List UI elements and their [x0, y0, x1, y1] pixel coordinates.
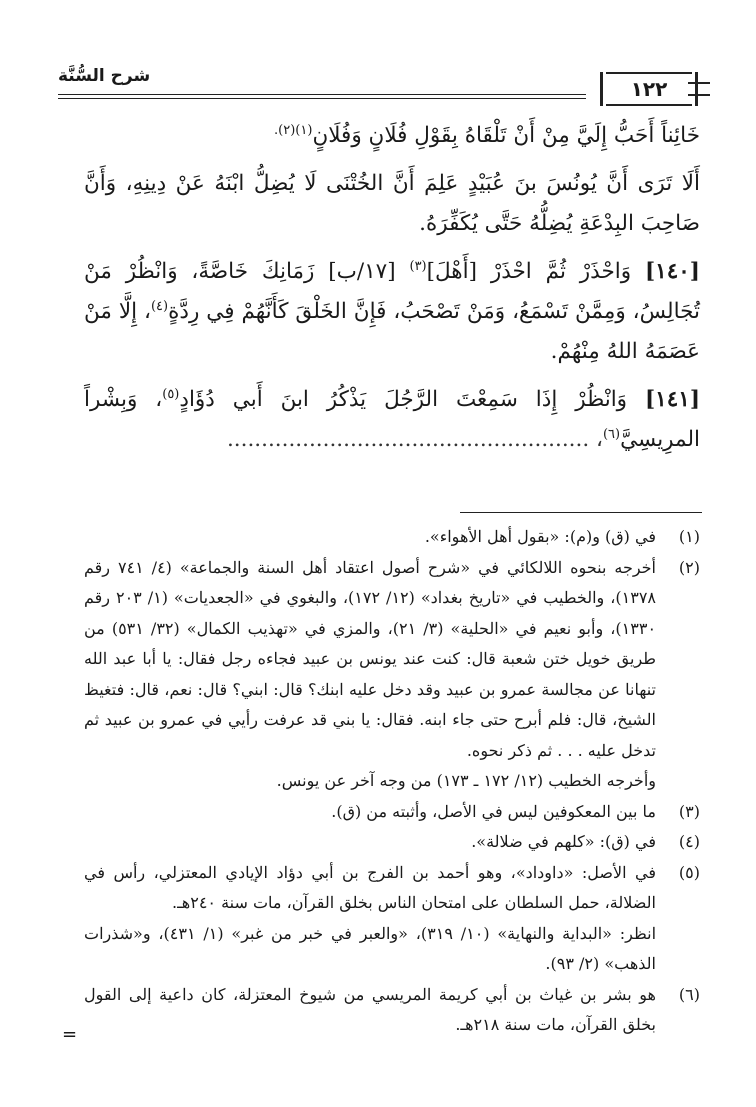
footnote-2 [84, 553, 700, 797]
footnote-ref-6: (٦) [602, 426, 621, 442]
footnote-text: أخرجه بنحوه اللالكائي في «شرح أصول اعتقاد أهل السنة والجماعة» (٤/ ٧٤١ رقم ١٣٧٨)، والخطيب في «تاريخ بغداد» (١٢/ ١٧٢)، والبغوي في «الجعديات» (١/ ٢٠٣ رقم ١٣٣٠)، وأبو نعيم في «الحلية» (٣/ ٢١)، والمزي في «تهذيب الكمال» (٣٢/ ٥٣١) من طريق خويل ختن شعبة قال: كنت عند يونس بن عبيد فجاءه رجل فقال: يا أبا عبد الله تنهانا عن مجالسة عمرو بن عبيد وقد دخل عليه ابنك؟ قال: ابني؟ قال: نعم، قال: فتغيظ الشيخ، قال: فلم أبرح حتى جاء ابنه. فقال: يا بني قد عرفت رأيي في عمرو بن عبيد ثم تدخل عليه . . . ثم ذكر نحوه. [84, 557, 657, 760]
footnote-text-extra: وأخرجه الخطيب (١٢/ ١٧٢ ـ ١٧٣) من وجه آخر عن يونس. [276, 771, 656, 790]
paragraph-141 [84, 380, 700, 460]
page-number-box [606, 72, 692, 106]
paragraph-140-text-3: ، إِلَّا مَنْ عَصَمَهُ اللهُ مِنْهُمْ. [84, 299, 700, 364]
paragraph-1-text: خَائِناً أَحَبُّ إِلَيَّ مِنْ أَنْ تَلْقَاهُ بِقَوْلِ فُلَانٍ وَفُلَانٍ [312, 123, 700, 148]
book-title: شرح السُّنَّة [58, 66, 151, 86]
header-ornament [688, 82, 710, 96]
footnote-number: (٥) [678, 862, 700, 882]
footnote-ref-4: (٤) [150, 298, 169, 314]
continuation-dots: ، ..................................................... [226, 427, 603, 452]
footnotes [84, 522, 700, 1041]
footnote-3 [84, 797, 700, 828]
footnote-text: ما بين المعكوفين ليس في الأصل، وأثبته من (ق). [331, 801, 656, 821]
footnote-number: (٤) [678, 832, 700, 851]
paragraph-140-text-2: [١٧/ب] زَمَانِكَ خَاصَّةً، وَانْظُرْ مَنْ تُجَالِسُ، وَمِمَّنْ تَسْمَعُ، وَمَنْ تَصْحَبُ، فَإِنَّ الخَلْقَ كَأَنَّهُمْ فِي رِدَّةٍ [84, 259, 700, 324]
paragraph-number-140: [١٤٠] [644, 259, 700, 284]
footnote-text: في (ق) و(م): «بقول أهل الأهواء». [424, 527, 656, 546]
footnote-4 [84, 827, 700, 858]
margin-mark: = [62, 1024, 78, 1045]
footnote-text: هو بشر بن غياث بن أبي كريمة المريسي من شيوخ المعتزلة، كان داعية إلى القول بخلق القرآن، مات سنة ٢١٨هـ. [84, 984, 656, 1034]
footnote-6 [84, 980, 700, 1041]
header-rule [58, 94, 586, 95]
footnote-ref-1-2: (١)(٢). [274, 122, 313, 138]
footnote-text-extra: انظر: «البداية والنهاية» (١٠/ ٣١٩)، «والعبر في خبر من غبر» (١/ ٤٣١)، و«شذرات الذهب» (٢/ ٩٣). [84, 923, 657, 973]
header-rule-secondary [58, 98, 586, 99]
paragraph-140-text-1: وَاحْذَرْ ثُمَّ احْذَرْ [أَهْلَ] [426, 259, 632, 284]
paragraph-2-text: أَلَا تَرَى أَنَّ يُونُسَ بنَ عُبَيْدٍ عَلِمَ أَنَّ الخُتْنَى لَا يُضِلُّ ابْنَهُ عَنْ دِينِهِ، وَأَنَّ صَاحِبَ البِدْعَةِ يُضِلُّهُ حَتَّى يُكَفِّرَهُ. [84, 171, 700, 236]
footnote-separator [460, 512, 702, 513]
paragraph-2 [84, 164, 700, 244]
page-number-left-bar [600, 72, 603, 106]
footnote-number: (٢) [678, 557, 700, 577]
footnote-text: في (ق): «كلهم في ضلالة». [471, 832, 656, 851]
paragraph-1 [84, 116, 700, 156]
footnote-number: (٣) [678, 801, 700, 821]
paragraph-141-text-2: ، وَبِشْراً المرِيسِيَّ [84, 387, 700, 452]
footnote-number: (٦) [678, 984, 700, 1004]
main-text [84, 116, 700, 468]
footnote-1 [84, 522, 700, 553]
paragraph-number-141: [١٤١] [644, 387, 700, 412]
paragraph-141-text-1: وَانْظُرْ إِذَا سَمِعْتَ الرَّجُلَ يَذْكُرُ ابنَ أَبي دُؤَادٍ [179, 387, 628, 412]
page-number: ١٢٢ [630, 77, 668, 101]
footnote-ref-3: (٣) [409, 258, 427, 274]
page-header [58, 60, 710, 106]
footnote-5 [84, 858, 700, 980]
footnote-number: (١) [678, 527, 700, 546]
footnote-text: في الأصل: «داوداد»، وهو أحمد بن الفرج بن أبي دؤاد الإيادي المعتزلي، رأس في الضلالة، حمل السلطان على امتحان الناس بخلق القرآن، مات سنة ٢٤٠هـ. [84, 862, 656, 912]
footnote-ref-5: (٥) [162, 386, 180, 402]
paragraph-140 [84, 252, 700, 372]
